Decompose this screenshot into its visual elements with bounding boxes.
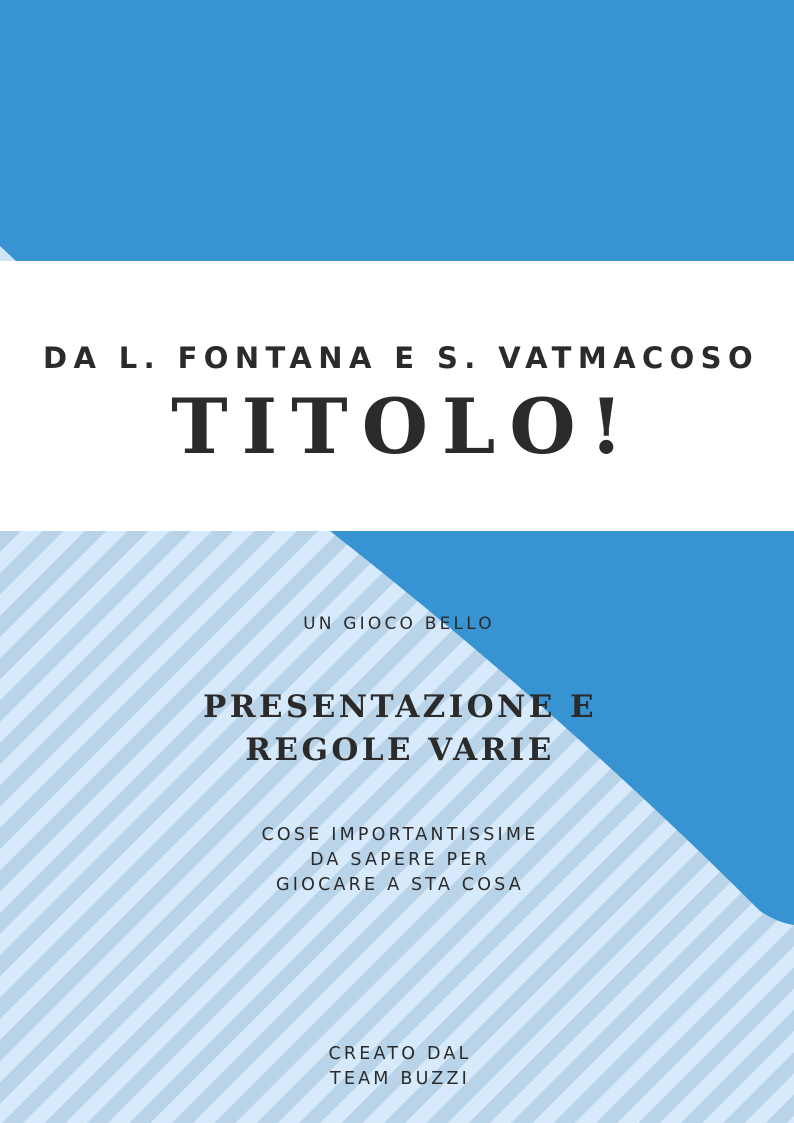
authors-line: DA L. FONTANA E S. VATMACOSO (42, 341, 760, 375)
section-heading: PRESENTAZIONE E REGOLE VARIE (203, 689, 597, 768)
page-title: TITOLO! (171, 382, 637, 471)
description-text: COSE IMPORTANTISSIME DA SAPERE PER GIOCARE A STA COSA (261, 825, 539, 895)
subtitle: UN GIOCO BELLO (303, 614, 495, 634)
credits-text: CREATO DAL TEAM BUZZI (328, 1044, 472, 1089)
